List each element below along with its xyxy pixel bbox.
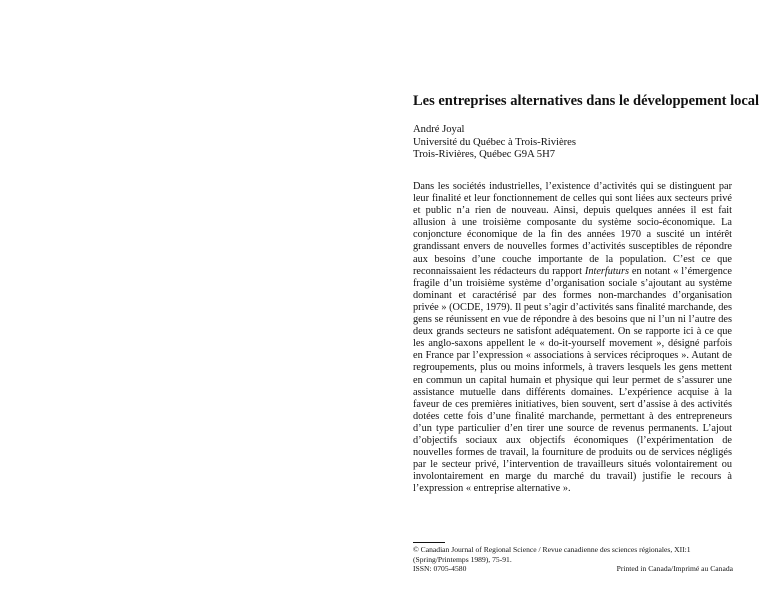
footnote-issn: ISSN: 0705-4580 bbox=[413, 564, 467, 574]
author-name: André Joyal bbox=[413, 124, 465, 135]
author-block bbox=[413, 124, 576, 162]
footnote-row bbox=[413, 564, 733, 574]
author-address: Trois-Rivières, Québec G9A 5H7 bbox=[413, 149, 556, 160]
author-institution: Université du Québec à Trois-Rivières bbox=[413, 136, 576, 148]
footnote-journal-line2: (Spring/Printemps 1989), 75-91. bbox=[413, 554, 512, 564]
footnote-journal-line1: © Canadian Journal of Regional Science / Revue canadienne des sciences régionales, XII:1 bbox=[413, 545, 691, 554]
body-paragraph bbox=[413, 181, 732, 495]
body-text-italic: Interfuturs bbox=[584, 265, 629, 277]
body-text-part1: Dans les sociétés industrielles, l’existence d’activités qui se distinguent par leur finalité et leur fonctionnement de celles qui sont liées aux secteurs privé et public n’a rien de nouveau. Ainsi, depuis quelques années il est fait allusion à une troisième composante du système socio-économique. La conjoncture économique de la fin des années 1970 a suscité un intérêt grandissant envers de nouvelles formes d’activités susceptibles de répondre aux besoins d’une couche importante de la population. C’est ce que reconnaissaient les rédacteurs du rapport bbox=[413, 181, 732, 277]
article-page bbox=[413, 0, 760, 593]
footnote bbox=[413, 545, 733, 574]
footnote-printed: Printed in Canada/Imprimé au Canada bbox=[616, 564, 733, 574]
footnote-rule bbox=[413, 542, 445, 543]
article-title: Les entreprises alternatives dans le développement local bbox=[413, 93, 760, 109]
body-text-part2: en notant « l’émergence fragile d’un troisième système d’organisation sociale s’ajoutant au système dominant et caractérisé par des formes non-marchandes d’organisation privée » (OCDE, 1979). Il peut s’agir d’activités sans finalité marchande, des gens se réunissent en vue de répondre à des besoins que ni l’un ni l’autre des deux grands secteurs ne satisfont adéquatement. On se rapporte ici à ce que les anglo-saxons appellent le « do-it-yourself movement », désigné parfois en France par l’expression « associations à services réciproques ». Autant de regroupements, plus ou moins informels, à travers lesquels les gens mettent en commun un capital humain et physique qui leur permet de s’assurer une assistance mutuelle dans différents domaines. L’expérience acquise à la faveur de ces premières initiatives, bien souvent, sert d’assise à des activités dotées cette fois d’une finalité marchande, permettant à des entrepreneurs d’un type particulier d’en tirer une source de revenus permanents. L’ajout d’objectifs sociaux aux objectifs économiques (l’expérimentation de nouvelles formes de travail, la fourniture de produits ou de services négligés par le secteur privé, l’intervention de travailleurs situés volontairement ou involontairement en marge du marché du travail) justifie le recours à l’expression « entreprise alternative ». bbox=[413, 265, 732, 495]
